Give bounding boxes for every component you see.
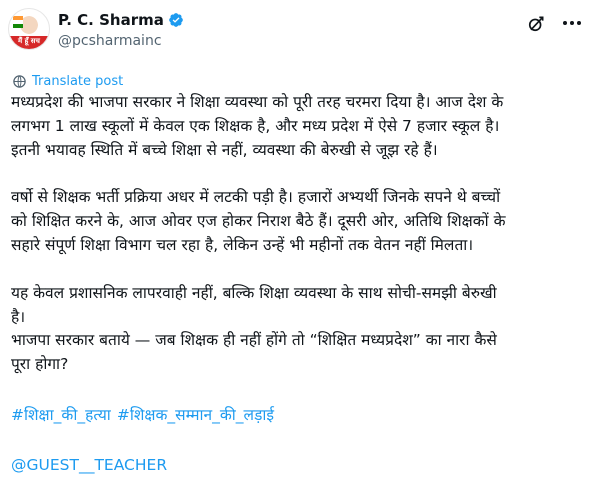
verified-badge-icon <box>168 12 184 28</box>
more-options-icon[interactable] <box>563 18 585 28</box>
hashtag-row <box>11 403 274 425</box>
translate-icon <box>12 74 27 89</box>
avatar-caption: मैं हूँ सच <box>18 37 40 45</box>
post-body <box>11 91 597 377</box>
author-handle[interactable]: @pcsharmainc <box>58 33 162 49</box>
hashtag-link[interactable]: #शिक्षा_की_हत्या <box>11 406 111 424</box>
flag-icon <box>13 16 23 28</box>
grok-icon[interactable] <box>526 14 546 34</box>
post-paragraph-3: यह केवल प्रशासनिक लापरवाही नहीं, बल्कि शिक्षा व्यवस्था के साथ सोची-समझी बेरुखी है। भाजपा सरकार बताये — जब शिक्षक ही नहीं होंगे तो “शिक्षित मध्यप्रदेश” का नारा कैसे पूरा होगा? <box>11 283 497 374</box>
translate-post-link[interactable] <box>12 74 123 89</box>
author-display-name[interactable]: P. C. Sharma <box>58 11 164 29</box>
avatar[interactable] <box>8 8 50 50</box>
hashtag-link[interactable]: #शिक्षक_सम्मान_की_लड़ाई <box>116 406 274 424</box>
post-paragraph-1: मध्यप्रदेश की भाजपा सरकार ने शिक्षा व्यवस्था को पूरी तरह चरमरा दिया है। आज देश के लगभग 1 लाख स्कूलों में केवल एक शिक्षक है, और मध्य प्रदेश में ऐसे 7 हजार स्कूल है। इतनी भयावह स्थिति में बच्चे शिक्षा से नहीं, व्यवस्था की बेरुखी से जूझ रहे हैं। <box>11 93 504 159</box>
author-name-row <box>58 11 184 29</box>
translate-label[interactable]: Translate post <box>32 74 124 89</box>
post-paragraph-2: वर्षो से शिक्षक भर्ती प्रक्रिया अधर में लटकी पड़ी है। हजारों अभ्यर्थी जिनके सपने थे बच्चों को शिक्षित करने के, आज ओवर एज होकर निराश बैठे हैं। दूसरी ओर, अतिथि शिक्षकों के सहारे संपूर्ण शिक्षा विभाग चल रहा है, लेकिन उन्हें भी महीनों तक वेतन नहीं मिलता। <box>11 188 506 254</box>
mention-link[interactable]: @GUEST__TEACHER <box>11 456 168 474</box>
